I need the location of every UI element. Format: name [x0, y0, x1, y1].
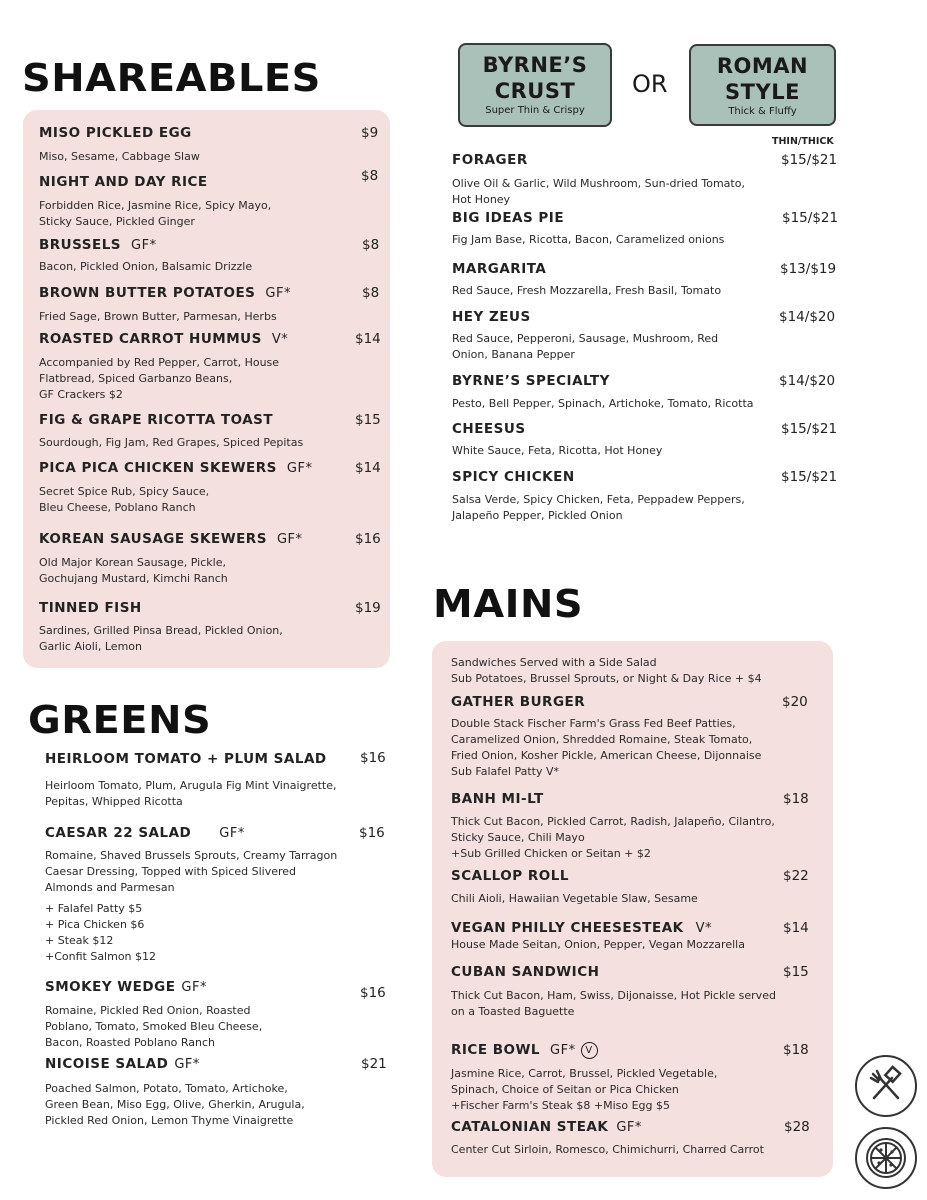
menu-item-name: KOREAN SAUSAGE SKEWERS GF* — [39, 531, 303, 547]
menu-item-price: $8 — [362, 237, 380, 253]
menu-item-price: $14 — [355, 460, 381, 476]
gf-tag: GF* — [276, 532, 303, 547]
pizza-icon — [855, 1127, 917, 1189]
menu-item-desc: Accompanied by Red Pepper, Carrot, House Flatbread, Spiced Garbanzo Beans, GF Crackers $2 — [39, 356, 280, 401]
menu-item-desc: Romaine, Shaved Brussels Sprouts, Creamy Tarragon Caesar Dressing, Topped with Spiced Slivered Almonds and Parmesan — [45, 849, 338, 894]
menu-item-price: $14 — [355, 331, 381, 347]
menu-item-price: $21 — [361, 1056, 387, 1072]
menu-item-name: BRUSSELS GF* — [39, 237, 157, 253]
menu-item-name: CUBAN SANDWICH — [451, 964, 600, 980]
gf-tag: GF* — [616, 1120, 642, 1135]
menu-item-desc: House Made Seitan, Onion, Pepper, Vegan Mozzarella — [451, 938, 745, 951]
menu-item-price: $18 — [783, 791, 809, 807]
menu-item-desc: Poached Salmon, Potato, Tomato, Artichoke, Green Bean, Miso Egg, Olive, Gherkin, Arugula, Pickled Red Onion, Lemon Thyme Vinaigrette — [45, 1082, 305, 1127]
gf-tag: GF* — [265, 286, 291, 301]
byrnes-crust-title: BYRNE’S CRUST — [482, 53, 588, 103]
grill-tools-icon — [855, 1055, 917, 1117]
menu-item-desc: Forbidden Rice, Jasmine Rice, Spicy Mayo, Sticky Sauce, Pickled Ginger — [39, 199, 272, 228]
menu-item-price: $14 — [783, 920, 809, 936]
menu-item-name: VEGAN PHILLY CHEESESTEAK V* — [451, 920, 713, 936]
menu-item-name: SMOKEY WEDGE GF* — [45, 979, 207, 995]
gf-tag: GF* — [181, 980, 207, 995]
menu-item-name: BROWN BUTTER POTATOES GF* — [39, 285, 291, 301]
menu-item-price: $16 — [359, 825, 385, 841]
menu-item-price: $16 — [360, 750, 386, 766]
gf-tag: GF* — [174, 1057, 200, 1072]
roman-style-badge — [689, 44, 836, 126]
vegan-circle-tag: V — [581, 1042, 598, 1059]
roman-style-title: ROMAN STYLE — [716, 54, 809, 104]
menu-item-name: CAESAR 22 SALAD GF* — [45, 825, 245, 841]
greens-title: GREENS — [28, 698, 212, 742]
pizza-price: $15/$21 — [781, 421, 838, 437]
pizza-price: $15/$21 — [781, 152, 838, 168]
menu-item-price: $16 — [355, 531, 381, 547]
pizza-name: BIG IDEAS PIE — [452, 210, 565, 226]
menu-item-name: CATALONIAN STEAK GF* — [451, 1119, 642, 1135]
roman-style-sub: Thick & Fluffy — [728, 106, 797, 117]
vegan-tag: V* — [695, 921, 713, 936]
pizza-name: BYRNE’S SPECIALTY — [452, 373, 610, 389]
pizza-name: CHEESUS — [452, 421, 526, 437]
pizza-name: SPICY CHICKEN — [452, 469, 575, 485]
pizza-name: HEY ZEUS — [452, 309, 531, 325]
menu-item-name: MISO PICKLED EGG — [39, 125, 192, 141]
pizza-desc: Fig Jam Base, Ricotta, Bacon, Caramelized onions — [452, 233, 725, 246]
or-label: OR — [632, 70, 668, 98]
menu-item-price: $15 — [355, 412, 381, 428]
menu-item-desc: Thick Cut Bacon, Pickled Carrot, Radish, Jalapeño, Cilantro, Sticky Sauce, Chili Mayo +Sub Grilled Chicken or Seitan + $2 — [451, 815, 775, 860]
grill-tools-icon-svg — [857, 1057, 915, 1115]
menu-item-desc: Fried Sage, Brown Butter, Parmesan, Herbs — [39, 310, 277, 323]
menu-item-name: FIG & GRAPE RICOTTA TOAST — [39, 412, 274, 428]
pizza-desc: Salsa Verde, Spicy Chicken, Feta, Peppadew Peppers, Jalapeño Pepper, Pickled Onion — [452, 493, 745, 522]
menu-item-name: HEIRLOOM TOMATO + PLUM SALAD — [45, 751, 327, 767]
menu-item-price: $19 — [355, 600, 381, 616]
menu-item-desc: Chili Aioli, Hawaiian Vegetable Slaw, Sesame — [451, 892, 698, 905]
gf-tag: GF* — [286, 461, 313, 476]
menu-item-price: $28 — [784, 1119, 810, 1135]
gf-tag: GF* — [131, 238, 157, 253]
pizza-desc: Red Sauce, Fresh Mozzarella, Fresh Basil, Tomato — [452, 284, 722, 297]
gf-tag: GF* — [550, 1043, 576, 1058]
pizza-name: MARGARITA — [452, 261, 547, 277]
menu-item-price: $8 — [361, 168, 379, 184]
menu-item-price: $20 — [782, 694, 808, 710]
menu-item-desc: Sourdough, Fig Jam, Red Grapes, Spiced Pepitas — [39, 436, 304, 449]
pizza-name: FORAGER — [452, 152, 528, 168]
pizza-icon-svg — [857, 1129, 915, 1187]
menu-item-name: BANH MI-LT — [451, 791, 544, 807]
menu-item-desc: Heirloom Tomato, Plum, Arugula Fig Mint Vinaigrette, Pepitas, Whipped Ricotta — [45, 779, 337, 808]
menu-item-desc: Thick Cut Bacon, Ham, Swiss, Dijonaisse, Hot Pickle served on a Toasted Baguette — [451, 989, 776, 1018]
menu-item-desc: Miso, Sesame, Cabbage Slaw — [39, 150, 200, 163]
menu-item-desc: Jasmine Rice, Carrot, Brussel, Pickled Vegetable, Spinach, Choice of Seitan or Pica Chicken +Fischer Farm's Steak $8 +Miso Egg $5 — [451, 1067, 718, 1112]
vegan-tag: V* — [271, 332, 289, 347]
pizza-price: $13/$19 — [780, 261, 837, 277]
menu-item-name: NICOISE SALAD GF* — [45, 1056, 200, 1072]
price-column-header: THIN/THICK — [772, 136, 834, 147]
menu-item-name: GATHER BURGER — [451, 694, 586, 710]
mains-title: MAINS — [433, 582, 584, 626]
menu-item-addons: + Falafel Patty $5 + Pica Chicken $6 + Steak $12 +Confit Salmon $12 — [45, 902, 157, 963]
pizza-desc: Olive Oil & Garlic, Wild Mushroom, Sun-dried Tomato, Hot Honey — [452, 177, 745, 206]
menu-item-price: $9 — [361, 125, 379, 141]
menu-item-name: RICE BOWL GF* V — [451, 1042, 598, 1059]
byrnes-crust-sub: Super Thin & Crispy — [485, 105, 585, 116]
menu-item-name: NIGHT AND DAY RICE — [39, 174, 208, 190]
pizza-price: $15/$21 — [782, 210, 839, 226]
pizza-desc: White Sauce, Feta, Ricotta, Hot Honey — [452, 444, 663, 457]
menu-item-price: $15 — [783, 964, 809, 980]
menu-item-name: TINNED FISH — [39, 600, 142, 616]
pizza-price: $14/$20 — [779, 373, 836, 389]
menu-item-price: $18 — [783, 1042, 809, 1058]
menu-item-desc: Romaine, Pickled Red Onion, Roasted Poblano, Tomato, Smoked Bleu Cheese, Bacon, Roasted Poblano Ranch — [45, 1004, 263, 1049]
gf-tag: GF* — [219, 826, 245, 841]
pizza-price: $15/$21 — [781, 469, 838, 485]
menu-item-desc: Double Stack Fischer Farm's Grass Fed Beef Patties, Caramelized Onion, Shredded Romaine, Steak Tomato, Fried Onion, Kosher Pickle, American Cheese, Dijonnaise Sub Falafel Patty V* — [451, 717, 762, 778]
menu-item-desc: Old Major Korean Sausage, Pickle, Gochujang Mustard, Kimchi Ranch — [39, 556, 228, 585]
menu-item-desc: Center Cut Sirloin, Romesco, Chimichurri, Charred Carrot — [451, 1143, 764, 1156]
shareables-title: SHAREABLES — [22, 56, 321, 100]
menu-item-price: $16 — [360, 985, 386, 1001]
menu-item-name: ROASTED CARROT HUMMUS V* — [39, 331, 289, 347]
mains-note: Sandwiches Served with a Side Salad Sub Potatoes, Brussel Sprouts, or Night & Day Rice + $4 — [451, 656, 762, 685]
menu-item-desc: Sardines, Grilled Pinsa Bread, Pickled Onion, Garlic Aioli, Lemon — [39, 624, 283, 653]
pizza-desc: Pesto, Bell Pepper, Spinach, Artichoke, Tomato, Ricotta — [452, 397, 754, 410]
menu-item-price: $22 — [783, 868, 809, 884]
pizza-desc: Red Sauce, Pepperoni, Sausage, Mushroom, Red Onion, Banana Pepper — [452, 332, 719, 361]
menu-item-name: PICA PICA CHICKEN SKEWERS GF* — [39, 460, 313, 476]
menu-item-desc: Secret Spice Rub, Spicy Sauce, Bleu Cheese, Poblano Ranch — [39, 485, 210, 514]
menu-item-price: $8 — [362, 285, 380, 301]
pizza-price: $14/$20 — [779, 309, 836, 325]
byrnes-crust-badge — [458, 43, 612, 127]
menu-item-name: SCALLOP ROLL — [451, 868, 569, 884]
menu-item-desc: Bacon, Pickled Onion, Balsamic Drizzle — [39, 260, 253, 273]
